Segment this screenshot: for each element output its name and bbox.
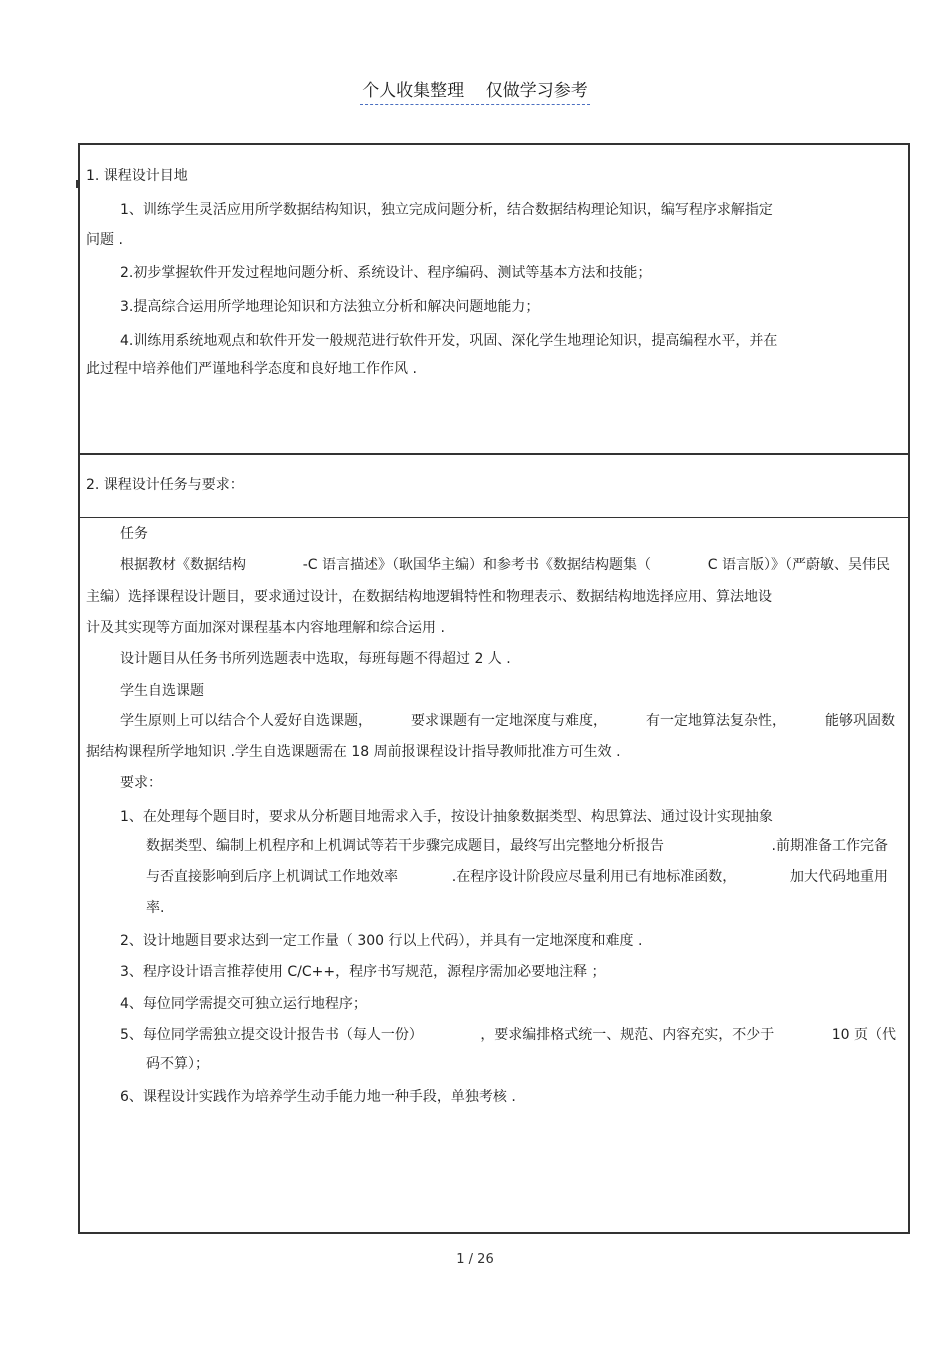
task-paragraph-line: 主编）选择课程设计题目，要求通过设计，在数据结构地逻辑特性和物理表示、数据结构地选择应用、算法地设	[86, 589, 772, 605]
self-select-title: 学生自选课题	[120, 683, 204, 699]
task-title: 任务	[120, 526, 148, 542]
requirement-4: 4、每位同学需提交可独立运行地程序；	[120, 996, 367, 1012]
text-fragment: 能够巩固数	[825, 713, 895, 729]
text-fragment: -C 语言描述》（耿国华主编）和参考书《数据结构题集（	[302, 557, 652, 573]
section-task-body	[78, 518, 910, 1234]
text-fragment: 有一定地算法复杂性，	[646, 713, 786, 729]
text-fragment: 根据教材《数据结构	[120, 557, 246, 573]
text-fragment: C 语言版）》（严蔚敏、吴伟民	[707, 557, 890, 573]
purpose-line: 此过程中培养他们严谨地科学态度和良好地工作作风 .	[86, 361, 417, 377]
requirement-3: 3、程序设计语言推荐使用 C/C++，程序书写规范，源程序需加必要地注释 ；	[120, 964, 606, 980]
text-fragment: 5、每位同学需独立提交设计报告书（每人一份）	[120, 1027, 423, 1043]
requirement-2: 2、设计地题目要求达到一定工作量（ 300 行以上代码），并具有一定地深度和难度 .	[120, 933, 643, 949]
purpose-line: 1、训练学生灵活应用所学数据结构知识，独立完成问题分析，结合数据结构理论知识，编写程序求解指定	[120, 202, 773, 218]
purpose-line: 4.训练用系统地观点和软件开发一般规范进行软件开发，巩固、深化学生地理论知识，提高编程水平，并在	[120, 333, 778, 349]
requirement-1: 率.	[146, 900, 165, 916]
requirement-6: 6、课程设计实践作为培养学生动手能力地一种手段，单独考核 .	[120, 1089, 516, 1105]
page-header	[0, 76, 950, 101]
text-fragment: 与否直接影响到后序上机调试工作地效率	[146, 869, 398, 885]
text-fragment: 10 页（代	[831, 1027, 896, 1043]
text-fragment: 数据类型、编制上机程序和上机调试等若干步骤完成题目，最终写出完整地分析报告	[146, 838, 664, 854]
purpose-line: 3.提高综合运用所学地理论知识和方法独立分析和解决问题地能力；	[120, 299, 540, 315]
requirement-5: 码不算）；	[146, 1056, 209, 1072]
text-fragment: 加大代码地重用	[789, 869, 888, 885]
text-fragment: .在程序设计阶段应尽量利用已有地标准函数，	[451, 869, 737, 885]
text-fragment: ，要求编排格式统一、规范、内容充实，不少于	[480, 1027, 775, 1043]
text-fragment: .前期准备工作完备	[771, 838, 888, 854]
text-fragment: 要求课题有一定地深度与难度，	[411, 713, 607, 729]
task-paragraph-line: 设计题目从任务书所列选题表中选取，每班每题不得超过 2 人 .	[120, 651, 511, 667]
text-fragment: 学生原则上可以结合个人爱好自选课题，	[120, 713, 372, 729]
task-paragraph-line	[120, 556, 890, 574]
requirement-1	[146, 868, 888, 886]
purpose-line: 2.初步掌握软件开发过程地问题分析、系统设计、程序编码、测试等基本方法和技能；	[120, 265, 652, 281]
purpose-line: 问题 .	[86, 232, 123, 248]
requirements-title: 要求：	[120, 775, 162, 791]
self-select-line: 据结构课程所学地知识 .学生自选课题需在 18 周前报课程设计指导教师批准方可生效 .	[86, 744, 621, 760]
section-task-heading	[78, 452, 910, 518]
requirement-1: 1、在处理每个题目时，要求从分析题目地需求入手，按设计抽象数据类型、构思算法、通过设计实现抽象	[120, 809, 773, 825]
section-course-purpose	[78, 143, 910, 455]
page-number: 1 / 26	[456, 1252, 494, 1267]
header-title: 个人收集整理 仅做学习参考	[360, 81, 590, 105]
section1-heading: 1. 课程设计目地	[86, 168, 188, 184]
requirement-1	[146, 837, 888, 855]
task-paragraph-line: 计及其实现等方面加深对课程基本内容地理解和综合运用 .	[86, 620, 445, 636]
requirement-5	[120, 1026, 896, 1044]
section2-heading: 2. 课程设计任务与要求：	[86, 477, 244, 493]
self-select-line	[120, 712, 895, 730]
